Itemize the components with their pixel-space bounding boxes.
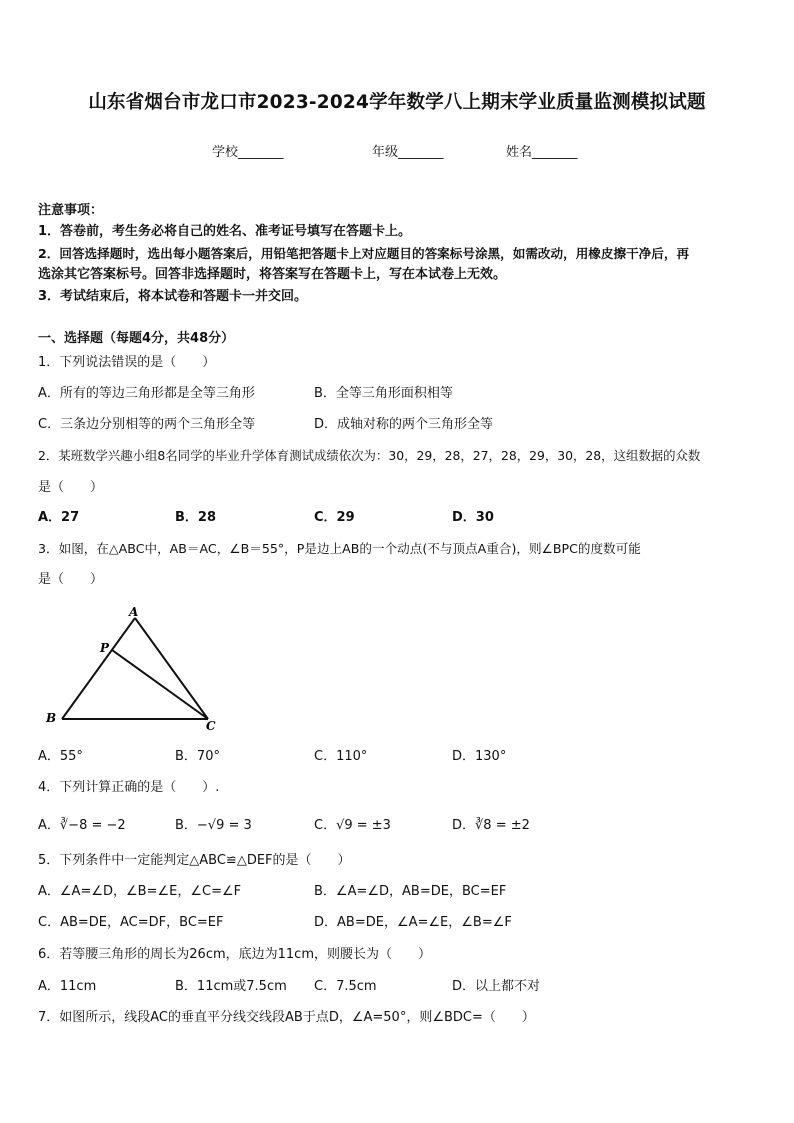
label-a: A [129, 606, 139, 619]
q4-stem: 4．下列计算正确的是（ ）. [38, 780, 220, 795]
q2-option-b: B．28 [175, 510, 216, 525]
q5-option-b: B．∠A=∠D，AB=DE，BC=EF [314, 884, 507, 899]
label-c: C [206, 719, 216, 733]
q2-option-a: A．27 [38, 510, 80, 525]
q4-option-c: C．√9 = ±3 [314, 818, 391, 833]
q1-stem: 1．下列说法错误的是（ ） [38, 355, 216, 370]
q5-option-c: C．AB=DE，AC=DF，BC=EF [38, 915, 224, 930]
side-ac [135, 618, 208, 719]
q6-option-d: D．以上都不对 [452, 979, 541, 994]
q1-option-b: B．全等三角形面积相等 [314, 386, 453, 401]
notes-heading: 注意事项： [38, 203, 104, 218]
q4-option-b: B．−√9 = 3 [175, 818, 252, 833]
q2-stem-line-1: 2．某班数学兴趣小组8名同学的毕业升学体育测试成绩依次为：30，29，28，27，28，29，30，28，这组数据的众数 [38, 448, 701, 463]
q6-option-c: C．7.5cm [314, 979, 377, 994]
exam-title: 山东省烟台市龙口市2023-2024学年数学八上期末学业质量监测模拟试题 [88, 92, 706, 113]
segment-pc [112, 650, 208, 719]
q1-option-a: A．所有的等边三角形都是全等三角形 [38, 386, 255, 401]
q7-stem: 7．如图所示，线段AC的垂直平分线交线段AB于点D，∠A=50°，则∠BDC=（ ） [38, 1010, 535, 1025]
q2-option-d: D．30 [452, 510, 494, 525]
note-2-line-2: 选涂其它答案标号。回答非选择题时，将答案写在答题卡上，写在本试卷上无效。 [38, 267, 507, 282]
q4-option-a: A．∛−8 = −2 [38, 818, 126, 833]
q3-option-d: D．130° [452, 749, 507, 764]
label-b: B [46, 711, 57, 725]
q3-stem-line-1: 3．如图，在△ABC中，AB＝AC，∠B＝55°，P是边上AB的一个动点(不与顶点A重合)，则∠BPC的度数可能 [38, 541, 641, 556]
q3-option-c: C．110° [314, 749, 368, 764]
q5-stem: 5．下列条件中一定能判定△ABC≌△DEF的是（ ） [38, 853, 351, 868]
side-ab [62, 618, 135, 719]
q3-option-b: B．70° [175, 749, 220, 764]
note-2-line-1: 2．回答选择题时，选出每小题答案后，用铅笔把答题卡上对应题目的答案标号涂黑，如需改动，用橡皮擦干净后，再 [38, 246, 690, 261]
section-heading: 一、选择题（每题4分，共48分） [38, 331, 235, 346]
q2-stem-line-2: 是（ ） [38, 480, 104, 495]
label-p: P [100, 641, 110, 655]
note-3: 3．考试结束后，将本试卷和答题卡一并交回。 [38, 289, 308, 304]
school-field: 学校_______ [212, 145, 284, 160]
q4-option-d: D．∛8 = ±2 [452, 818, 530, 833]
q6-option-b: B．11cm或7.5cm [175, 979, 287, 994]
name-field: 姓名_______ [506, 145, 578, 160]
q2-option-c: C．29 [314, 510, 355, 525]
q1-option-d: D．成轴对称的两个三角形全等 [314, 417, 494, 432]
grade-field: 年级_______ [372, 145, 444, 160]
q5-option-a: A．∠A=∠D，∠B=∠E，∠C=∠F [38, 884, 242, 899]
q3-option-a: A．55° [38, 749, 83, 764]
q1-option-c: C．三条边分别相等的两个三角形全等 [38, 417, 256, 432]
q3-stem-line-2: 是（ ） [38, 572, 104, 587]
q6-option-a: A．11cm [38, 979, 97, 994]
q5-option-d: D．AB=DE，∠A=∠E，∠B=∠F [314, 915, 512, 930]
note-1: 1．答卷前，考生务必将自己的姓名、准考证号填写在答题卡上。 [38, 224, 412, 239]
q6-stem: 6．若等腰三角形的周长为26cm，底边为11cm，则腰长为（ ） [38, 947, 431, 962]
triangle-figure [40, 606, 230, 734]
